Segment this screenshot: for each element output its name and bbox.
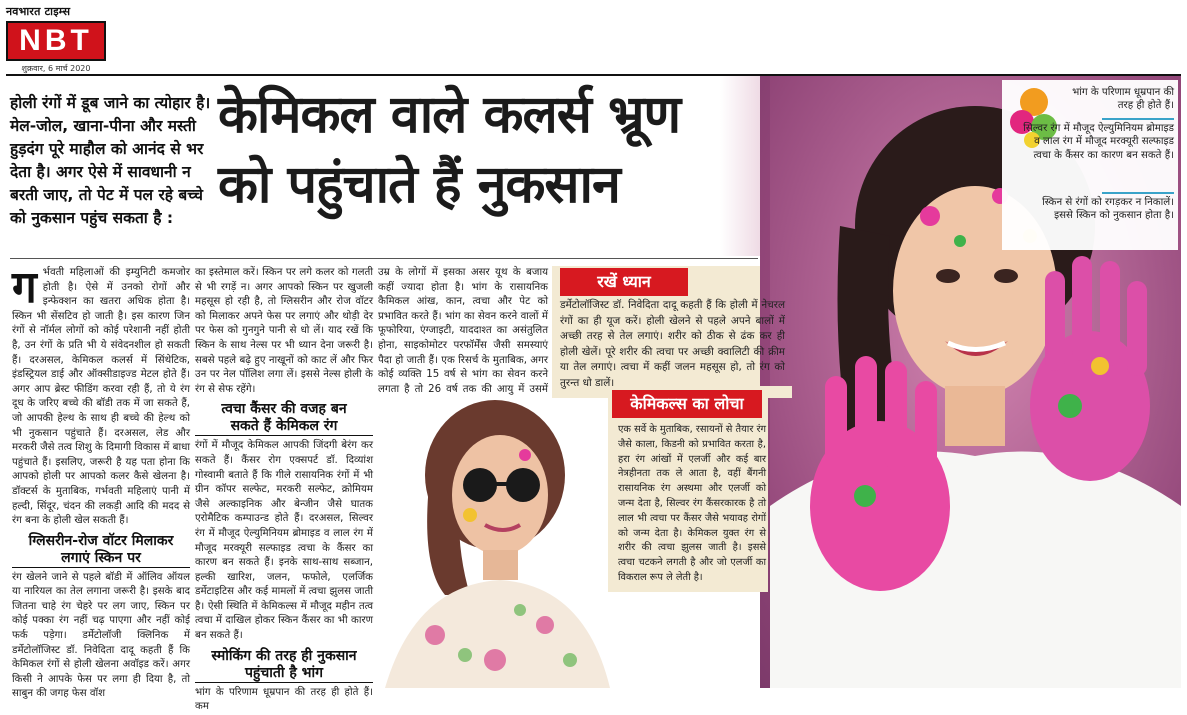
info-separator: [1102, 192, 1174, 194]
subhead-line: लगाएं स्किन पर: [12, 550, 190, 568]
page-title: [218, 80, 758, 220]
edition-date: शुक्रवार, 6 मार्च 2020: [21, 64, 91, 73]
column1-para1: र्भवती महिलाओं की इम्युनिटी कमजोर होती है। ऐसे में उनको रोगों और इन्फेक्शन का खतरा अधिक होता है। स्किन भी सेंसटिव हो जाती है। इस कारण जिन रंगों से नॉर्मल लोगों को कोई परेशानी नहीं होती है, उन रंगों के प्रति भी ये संवेदनशील हो सकती हैं। दरअसल, केमिकल कलर्स में सिंथेटिक, इंडस्ट्रियल डाई और ऑक्सीडाइज्ड मेटल होते हैं। अगर आप ब्रेस्ट फीडिंग करवा रही हैं, तो ये रंग दूध के जरिए बच्चे की बॉडी तक में जा सकते हैं, जो आपकी हेल्थ के साथ ही बच्चे की हेल्थ को भी नुकसान पहुंचाते हैं। दरअसल, लेड और मरकरी जैसे तत्व शिशु के दिमागी विकास में बाधा पहुंचाते हैं। इसलिए, जरूरी है यह पता होना कि आपको होली पर आपको कलर कैसे खेलना है। डॉक्टर्स के मुताबिक, गर्भवती महिलाएं पानी में हल्दी, सिंदूर, चंदन की लकड़ी आदि की मदद से रंग बना के होली खेल सकती हैं।: [12, 267, 190, 527]
tips-box-text: डर्मेटोलॉजिस्ट डॉ. निवेदिता दादू कहती हैं कि होली में नेचरल रंगों का ही यूज करें। होली खेलने से पहले अपने बालों में अच्छी तरह से तेल लगाएं। शरीर को ठीक से ढंक कर ही होली खेलें। पूरे शरीर की त्वचा पर अच्छी क्वालिटी की क्रीम या तेल लगाएं। त्वचा में कहीं जलन महसूस हो, तो रंग को तुरन्त धो डालें।: [560, 299, 785, 389]
subhead-smoking: [195, 648, 373, 683]
subhead-glycerin: [12, 533, 190, 568]
article-column-2: [195, 266, 373, 713]
info-item-silver: सिल्वर रंग में मौजूद ऐल्युमिनियम ब्रोमाइड व लाल रंग में मौजूद मरक्यूरी सल्फाइड त्वचा के कैंसर का कारण बन सकते हैं।: [1023, 123, 1174, 161]
woman-sunglasses-illustration: [375, 395, 610, 688]
subhead-line: स्मोकिंग की तरह ही नुकसान: [211, 647, 357, 664]
column2-para3: भांग के परिणाम धूम्रपान की तरह ही होते हैं। कम: [195, 686, 373, 713]
subhead-line: ग्लिसरीन-रोज वॉटर मिलाकर: [28, 532, 174, 549]
dropcap: ग: [12, 262, 37, 313]
masthead-title: नवभारत टाइम्स: [6, 5, 71, 18]
intro-text: होली रंगों में डूब जाने का त्योहार है। मेल-जोल, खाना-पीना और मस्ती हुड़दंग पूरे माहौल को आनंद से भर देता है। अगर ऐसे में सावधानी न बरती जाए, तो पेट में पल रहे बच्चे को नुकसान पहुंच सकता है :: [10, 94, 211, 227]
photo-woman-sunglasses: [375, 395, 610, 688]
column1-para2: रंग खेलने जाने से पहले बॉडी में ऑलिव ऑयल या नारियल का तेल लगाना जरूरी है। इसके बाद जितना चाहे रंग चेहरे पर लग जाए, स्किन पर कोई पक्का रंग नहीं चढ़ पाएगा और नहीं कोई फर्क पड़ेगा। डर्मेटोलॉजी क्लिनिक में डर्मेटोलॉजिस्ट डॉ. निवेदिता दादू कहती हैं कि केमिकल रंगों से होली खेलना अवॉइड करें। अगर किसी ने आपके फेस पर लगा ही दिया है, तो साबुन की जगह फेस वॉश: [12, 571, 190, 700]
column3-para1: उम्र के लोगों में इसका असर यूथ के बजाय कहीं ज्यादा होता है। भांग के रासायनिक कैमिकल आंख, कान, त्वचा और पेट को प्रभावित करते हैं। भांग का सेवन करने वालों में फूफोरिया, एंग्जाइटी, याददाश्त का असंतुलित होना, साइकोमोटर परफॉर्मेंस जैसी समस्याएं पैदा हो जाती हैं। एक रिसर्च के मुताबिक, अगर कोई व्यक्ति 15 वर्ष से भांग का सेवन करने लगता है तो 26 वर्ष तक की आयु में उसमें: [378, 267, 548, 395]
article-column-1: [12, 262, 190, 700]
divider: [10, 258, 758, 259]
chemicals-box-text: एक सर्वे के मुताबिक, रसायनों से तैयार रंग जैसे काला, किडनी को प्रभावित करता है, हरा रंग आंखों में एलर्जी और कई बार नेत्रहीनता तक ले आता है, वहीं बैंगनी रासायनिक रंग अस्थमा और एलर्जी को जन्म देता है, सिल्वर रंग कैंसरकारक है तो लाल भी त्वचा पर कैंसर जैसे भयावह रोगों को जन्म देता है। केमिकल युक्त रंग से शरीर की त्वचा झुलस जाती है। इससे त्वचा चटकने लगती है और जो एलर्जी का विकराल रूप ले लेती है।: [618, 424, 766, 583]
headline-line-2: को पहुंचाते हैं नुकसान: [218, 155, 620, 215]
info-separator: [1102, 118, 1174, 120]
subhead-line: सकते हैं केमिकल रंग: [195, 418, 373, 436]
subhead-skin-cancer: [195, 401, 373, 436]
masthead: [6, 4, 106, 73]
subhead-line: पहुंचाती है भांग: [195, 665, 373, 683]
info-sidebar: [1002, 80, 1178, 250]
info-item-bhang: भांग के परिणाम धूम्रपान की तरह ही होते हैं।: [1072, 87, 1174, 112]
column2-para1: का इस्तेमाल करें। स्किन पर लगे कलर को गलती से भी रगड़ें न। अगर आपको स्किन पर खुजली महसूस हो रही है, तो ग्लिसरीन और रोज वॉटर को मिलाकर अपने फेस पर लगाएं और थोड़ी देर पर फेस को गुनगुने पानी से धो लें। याद रखें कि स्किन के साथ नेल्स पर भी ध्यान देना जरूरी है। सबसे पहले बढ़े हुए नाखूनों को काट लें और फिर उन पर नेल पॉलिश लगा लें। इससे नेल्स होली के रंग से सेफ रहेंगे।: [195, 267, 373, 395]
subhead-line: त्वचा कैंसर की वजह बन: [221, 401, 347, 418]
headline-line-1: केमिकल वाले कलर्स भ्रूण: [218, 85, 681, 145]
info-item-skin: स्किन से रंगों को रगड़कर न निकालें। इससे स्किन को नुकसान होता है।: [1042, 197, 1174, 222]
chemicals-box-label: केमिकल्स का लोचा: [612, 390, 762, 418]
nbt-logo: NBT: [6, 21, 106, 61]
tips-box-label: रखें ध्यान: [560, 268, 688, 296]
column2-para2: रंगों में मौजूद केमिकल आपकी जिंदगी बेरंग कर सकते हैं। कैंसर रोग एक्सपर्ट डॉ. दिव्यांश गोस्वामी बताते हैं कि गीले रासायनिक रंगों में भी ग्रीन कॉपर सल्फेट, मरकरी सल्फेट, क्रोमियम जैसे अल्काइनिक और बेन्जीन जैसे घातक एरोमैटिक कम्पाउन्ड होते हैं। दरअसल, सिल्वर रंग में मौजूद ऐल्युमिनियम ब्रोमाइड व लाल रंग में मौजूद मरक्यूरी सल्फाइड त्वचा के कैंसर का कारण बन सकते हैं। इनके साथ-साथ सब्जान, हल्की खारिश, जलन, फफोले, एलर्जिक डर्मेटाइटिस और कई मामलों में त्वचा झुलस जाती है। ऐसी स्थिति में केमिकल्स में मौजूद महीन तत्व त्वचा में दाखिल होकर स्किन कैंसर का भी कारण बन सकते हैं।: [195, 440, 373, 642]
